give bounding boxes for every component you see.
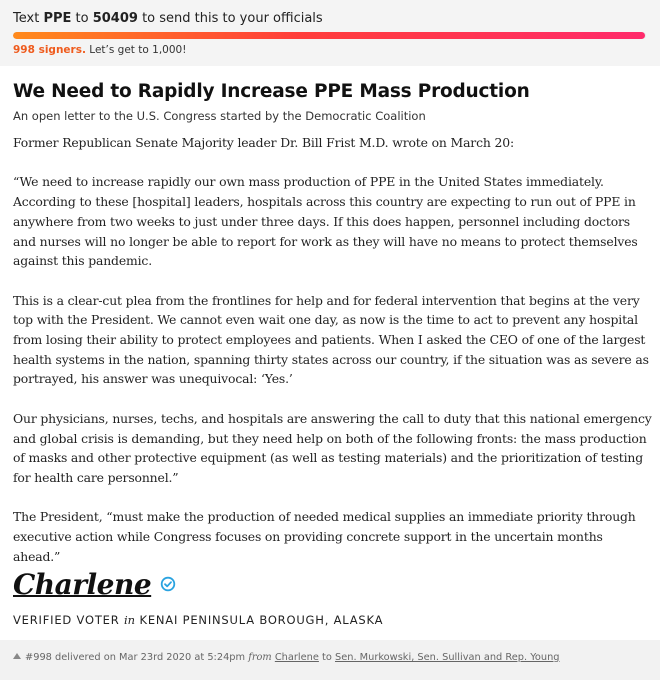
sms-to: to (71, 11, 93, 26)
sms-suffix: to send this to your officials (137, 11, 323, 26)
delivery-id: #998 delivered (25, 652, 101, 663)
delivery-time: 5:24pm (207, 652, 246, 663)
sender-link[interactable]: Charlene (274, 652, 319, 663)
letter-subtitle: An open letter to the U.S. Congress started by the Democratic Coalition (13, 109, 426, 123)
delivery-footer (13, 652, 560, 663)
footer-to: to (318, 652, 335, 663)
signature-block (13, 568, 176, 608)
letter-paragraph: “We need to increase rapidly our own mass production of PPE in the United States immediately. According to these [hospital] leaders, hospitals across this country are expecting to run out of PPE in anywhere from two weeks to just under three days. If this does happen, personnel including doctors and nurses will no longer be able to report for work as they will have no means to protect themselves against this pandemic. (13, 174, 638, 269)
footer-on: on (100, 652, 120, 663)
voter-in: in (123, 613, 136, 627)
triangle-up-icon (13, 653, 21, 659)
recipients-link[interactable]: Sen. Murkowski, Sen. Sullivan and Rep. Young (334, 652, 560, 663)
footer-from: from (248, 652, 272, 663)
signers-goal-text: Let’s get to 1,000! (85, 44, 187, 56)
sms-prefix: Text (13, 11, 44, 26)
sms-keyword: PPE (43, 11, 72, 26)
delivery-date: Mar 23rd 2020 (119, 652, 192, 663)
letter-paragraph: The President, “must make the production of needed medical supplies an immediate priority through executive action while Congress focuses on providing concrete support in the uncertain months ahead.” (13, 509, 636, 564)
letter-body (13, 133, 653, 586)
signers-progress-bar (13, 32, 646, 39)
letter-paragraph: This is a clear-cut plea from the frontlines for help and for federal intervention that begins at the very top with the President. We cannot even wait one day, as now is the time to act to prevent any hospital from losing their ability to protect employees and patients. When I asked the CEO of one of the largest health systems in the nation, spanning thirty states across our country, if the situation was as severe as portrayed, his answer was unequivocal: ‘Yes.’ (13, 292, 649, 387)
voter-location-text: KENAI PENINSULA BOROUGH, ALASKA (135, 613, 384, 627)
footer-at: at (191, 652, 208, 663)
letter-paragraph: Our physicians, nurses, techs, and hospitals are answering the call to duty that this national emergency and global crisis is demanding, but they need help on both of the following fronts: the mass production of masks and other protective equipment (as well as testing materials) and the prioritization of testing for health care personnel.” (13, 410, 652, 485)
letter-title: We Need to Rapidly Increase PPE Mass Production (13, 81, 530, 102)
signature-name: Charlene (13, 568, 152, 601)
sms-instruction (13, 11, 323, 26)
letter-paragraph: Former Republican Senate Majority leader Dr. Bill Frist M.D. wrote on March 20: (13, 135, 514, 150)
sms-number: 50409 (92, 11, 138, 26)
signers-count: 998 signers. (13, 44, 86, 56)
voter-location (13, 613, 383, 627)
verified-check-icon (160, 576, 176, 596)
signers-status (13, 44, 186, 56)
voter-prefix: VERIFIED VOTER (13, 613, 124, 627)
sms-banner (0, 0, 660, 66)
signers-progress-fill (13, 32, 645, 39)
letter-card (0, 66, 660, 640)
